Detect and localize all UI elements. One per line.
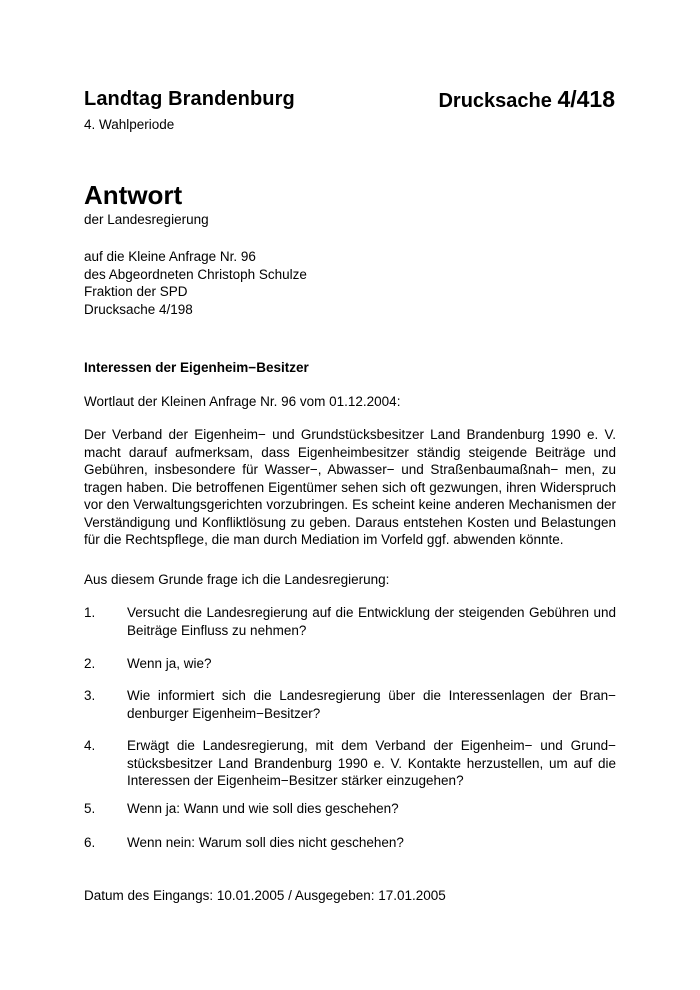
question-text: Wenn nein: Warum soll dies nicht geschehen? — [127, 835, 404, 850]
receipt-date-line: Datum des Eingangs: 10.01.2005 / Ausgegeben: 17.01.2005 — [84, 888, 446, 903]
document-number — [438, 86, 615, 113]
question-item — [84, 655, 616, 673]
question-text: Wie informiert sich die Landesregierung über die Interessenlagen der Bran− denburger Eigenheim−Besitzer? — [127, 688, 616, 721]
document-title: Antwort — [84, 180, 183, 210]
question-item — [84, 687, 616, 722]
question-number: 5. — [84, 801, 96, 816]
reference-line: Fraktion der SPD — [84, 284, 188, 299]
election-period: 4. Wahlperiode — [84, 117, 175, 132]
question-text: Wenn ja: Wann und wie soll dies geschehen? — [127, 801, 399, 816]
question-number: 6. — [84, 835, 96, 850]
document-number-value: 4/418 — [557, 86, 615, 112]
reference-line: Drucksache 4/198 — [84, 301, 193, 317]
reference-line: auf die Kleine Anfrage Nr. 96 — [84, 249, 256, 264]
wortlaut-line: Wortlaut der Kleinen Anfrage Nr. 96 vom 01.12.2004: — [84, 394, 401, 409]
question-item — [84, 800, 616, 818]
question-text: Versucht die Landesregierung auf die Entwicklung der steigenden Gebühren und Beiträge Einfluss zu nehmen? — [127, 605, 616, 638]
question-number: 1. — [84, 605, 96, 620]
question-text: Wenn ja, wie? — [127, 656, 212, 671]
inquiry-reference — [84, 248, 307, 318]
document-subtitle: der Landesregierung — [84, 212, 209, 227]
question-item — [84, 834, 616, 852]
question-number: 4. — [84, 738, 96, 753]
question-text: Erwägt die Landesregierung, mit dem Verband der Eigenheim− und Grund− stücksbesitzer Land Brandenburg 1990 e. V. Kontakte herzustellen, um auf die Interessen der Eigenheim−Besitzer stärker einzugehen? — [127, 738, 616, 788]
question-item — [84, 737, 616, 790]
inquiry-body: Der Verband der Eigenheim− und Grundstücksbesitzer Land Brandenburg 1990 e. V. macht darauf aufmerksam, dass Eigenheimbesitzer ständig steigende Beiträge und Gebühren, insbesondere für Wasser−, Abwasser− und Straßenbaumaßnah− men, zu tragen haben. Die betroffenen Eigentümer sehen sich oft gezwungen, ihren Widerspruch vor den Verwaltungsgerichten vorzubringen. Es scheint keine anderen Mechanismen der Verständigung und Konfliktlösung zu geben. Daraus entstehen Kosten und Belastungen für die Rechtspflege, die man durch Mediation im Vorfeld ggf. abwenden könnte. — [84, 427, 616, 547]
question-lead: Aus diesem Grunde frage ich die Landesregierung: — [84, 572, 390, 587]
document-label: Drucksache — [438, 90, 552, 112]
question-number: 3. — [84, 688, 96, 703]
reference-line: des Abgeordneten Christoph Schulze — [84, 266, 307, 282]
topic-heading: Interessen der Eigenheim−Besitzer — [84, 360, 309, 375]
question-number: 2. — [84, 656, 96, 671]
question-item — [84, 604, 616, 639]
institution-name: Landtag Brandenburg — [84, 88, 295, 110]
